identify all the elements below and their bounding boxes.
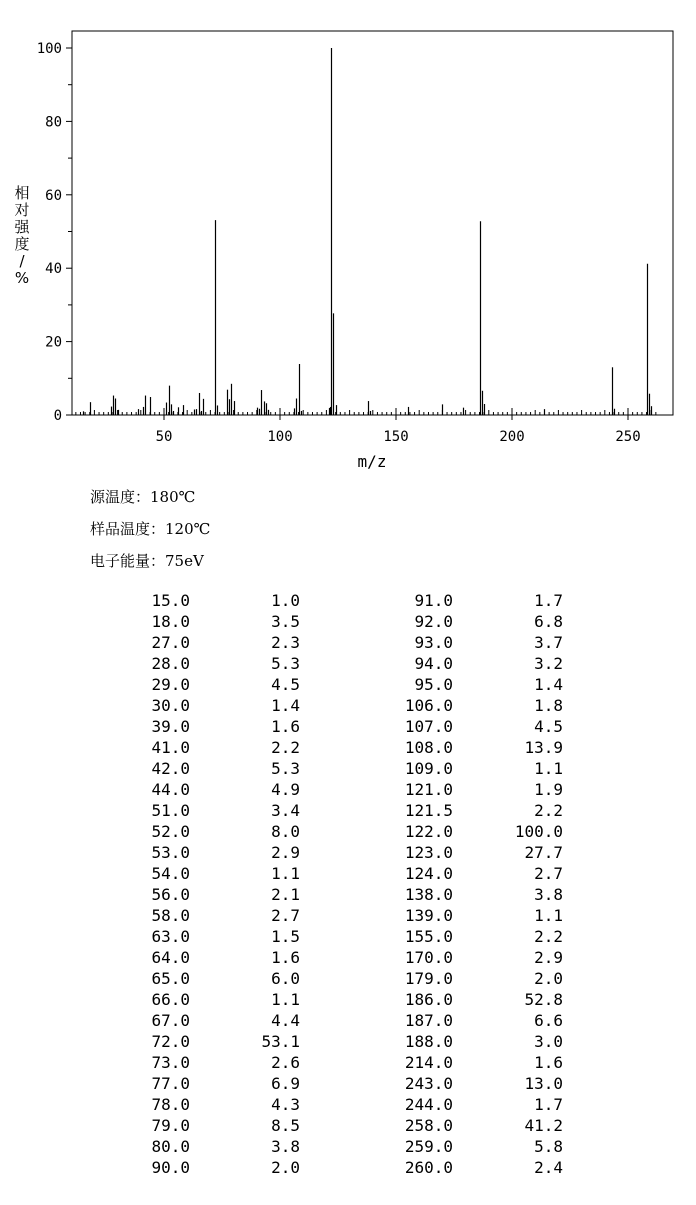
mz-cell: 91.0 — [414, 591, 453, 610]
table-row — [0, 1074, 696, 1095]
mz-cell: 78.0 — [151, 1095, 190, 1114]
intensity-cell: 8.5 — [271, 1116, 300, 1135]
mz-cell: 138.0 — [404, 885, 453, 904]
mz-cell: 106.0 — [404, 696, 453, 715]
mz-cell: 121.0 — [404, 780, 453, 799]
intensity-cell: 1.0 — [271, 591, 300, 610]
table-row — [0, 1032, 696, 1053]
mz-cell: 41.0 — [151, 738, 190, 757]
intensity-cell: 4.5 — [271, 675, 300, 694]
table-row — [0, 864, 696, 885]
mz-cell: 27.0 — [151, 633, 190, 652]
peak-table — [0, 591, 696, 1179]
mz-cell: 170.0 — [404, 948, 453, 967]
mz-cell: 56.0 — [151, 885, 190, 904]
mz-cell: 64.0 — [151, 948, 190, 967]
mz-cell: 259.0 — [404, 1137, 453, 1156]
intensity-cell: 1.6 — [271, 717, 300, 736]
intensity-cell: 2.9 — [534, 948, 563, 967]
mz-cell: 18.0 — [151, 612, 190, 631]
x-tick-label: 250 — [615, 429, 641, 445]
mz-cell: 15.0 — [151, 591, 190, 610]
intensity-cell: 8.0 — [271, 822, 300, 841]
intensity-cell: 1.6 — [271, 948, 300, 967]
mz-cell: 92.0 — [414, 612, 453, 631]
intensity-cell: 1.4 — [271, 696, 300, 715]
intensity-cell: 2.7 — [534, 864, 563, 883]
mz-cell: 58.0 — [151, 906, 190, 925]
mz-cell: 65.0 — [151, 969, 190, 988]
table-row — [0, 927, 696, 948]
table-row — [0, 969, 696, 990]
intensity-cell: 5.3 — [271, 759, 300, 778]
intensity-cell: 5.8 — [534, 1137, 563, 1156]
table-row — [0, 885, 696, 906]
table-row — [0, 990, 696, 1011]
intensity-cell: 1.7 — [534, 591, 563, 610]
intensity-cell: 2.2 — [534, 927, 563, 946]
intensity-cell: 4.9 — [271, 780, 300, 799]
mz-cell: 243.0 — [404, 1074, 453, 1093]
table-row — [0, 948, 696, 969]
mass-spectrum-chart — [0, 0, 696, 480]
mz-cell: 67.0 — [151, 1011, 190, 1030]
intensity-cell: 2.6 — [271, 1053, 300, 1072]
intensity-cell: 2.4 — [534, 1158, 563, 1177]
mz-cell: 72.0 — [151, 1032, 190, 1051]
x-axis-label: m/z — [357, 452, 387, 471]
intensity-cell: 6.6 — [534, 1011, 563, 1030]
table-row — [0, 654, 696, 675]
intensity-cell: 1.8 — [534, 696, 563, 715]
table-row — [0, 675, 696, 696]
table-row — [0, 738, 696, 759]
intensity-cell: 6.9 — [271, 1074, 300, 1093]
intensity-cell: 2.0 — [534, 969, 563, 988]
intensity-cell: 3.5 — [271, 612, 300, 631]
y-tick-label: 100 — [36, 41, 62, 57]
y-tick-label: 40 — [45, 261, 62, 278]
table-row — [0, 1158, 696, 1179]
table-row — [0, 717, 696, 738]
mz-cell: 124.0 — [404, 864, 453, 883]
table-row — [0, 780, 696, 801]
source-temperature: 源温度：180℃ — [90, 488, 196, 506]
intensity-cell: 3.7 — [534, 633, 563, 652]
intensity-cell: 3.4 — [271, 801, 300, 820]
y-axis-ticks — [37, 41, 72, 424]
intensity-cell: 3.0 — [534, 1032, 563, 1051]
mz-cell: 121.5 — [404, 801, 453, 820]
mz-cell: 95.0 — [414, 675, 453, 694]
electron-energy: 电子能量：75eV — [90, 552, 204, 570]
mz-cell: 109.0 — [404, 759, 453, 778]
mz-cell: 73.0 — [151, 1053, 190, 1072]
intensity-cell: 6.0 — [271, 969, 300, 988]
table-row — [0, 906, 696, 927]
intensity-cell: 13.9 — [524, 738, 563, 757]
mz-cell: 39.0 — [151, 717, 190, 736]
table-row — [0, 1053, 696, 1074]
table-row — [0, 1137, 696, 1158]
mz-cell: 44.0 — [151, 780, 190, 799]
mz-cell: 42.0 — [151, 759, 190, 778]
intensity-cell: 1.5 — [271, 927, 300, 946]
intensity-cell: 13.0 — [524, 1074, 563, 1093]
mz-cell: 107.0 — [404, 717, 453, 736]
y-tick-label: 0 — [53, 408, 62, 424]
plot-frame — [72, 31, 673, 415]
mz-cell: 51.0 — [151, 801, 190, 820]
mz-cell: 186.0 — [404, 990, 453, 1009]
mz-cell: 80.0 — [151, 1137, 190, 1156]
intensity-cell: 2.2 — [534, 801, 563, 820]
intensity-cell: 4.4 — [271, 1011, 300, 1030]
intensity-cell: 6.8 — [534, 612, 563, 631]
intensity-cell: 2.9 — [271, 843, 300, 862]
table-row — [0, 759, 696, 780]
mz-cell: 123.0 — [404, 843, 453, 862]
mz-cell: 122.0 — [404, 822, 453, 841]
intensity-cell: 2.7 — [271, 906, 300, 925]
mz-cell: 244.0 — [404, 1095, 453, 1114]
mz-cell: 179.0 — [404, 969, 453, 988]
intensity-cell: 52.8 — [524, 990, 563, 1009]
mz-cell: 77.0 — [151, 1074, 190, 1093]
table-row — [0, 801, 696, 822]
table-row — [0, 1116, 696, 1137]
mz-cell: 187.0 — [404, 1011, 453, 1030]
spectrum-peaks — [84, 48, 652, 415]
intensity-cell: 2.3 — [271, 633, 300, 652]
mz-cell: 28.0 — [151, 654, 190, 673]
x-tick-label: 100 — [267, 429, 293, 445]
mz-cell: 94.0 — [414, 654, 453, 673]
x-tick-label: 50 — [155, 429, 173, 445]
intensity-cell: 1.6 — [534, 1053, 563, 1072]
table-row — [0, 1095, 696, 1116]
x-minor-ticks — [76, 408, 656, 415]
table-row — [0, 696, 696, 717]
intensity-cell: 2.0 — [271, 1158, 300, 1177]
mz-cell: 53.0 — [151, 843, 190, 862]
mz-cell: 188.0 — [404, 1032, 453, 1051]
intensity-cell: 1.7 — [534, 1095, 563, 1114]
mz-cell: 260.0 — [404, 1158, 453, 1177]
mz-cell: 54.0 — [151, 864, 190, 883]
mz-cell: 214.0 — [404, 1053, 453, 1072]
intensity-cell: 53.1 — [261, 1032, 300, 1051]
y-tick-label: 20 — [45, 334, 62, 351]
mz-cell: 52.0 — [151, 822, 190, 841]
intensity-cell: 1.1 — [271, 990, 300, 1009]
x-tick-label: 200 — [499, 429, 525, 445]
mz-cell: 30.0 — [151, 696, 190, 715]
y-tick-label: 80 — [45, 114, 62, 131]
intensity-cell: 1.9 — [534, 780, 563, 799]
intensity-cell: 5.3 — [271, 654, 300, 673]
intensity-cell: 3.8 — [534, 885, 563, 904]
table-row — [0, 591, 696, 612]
mz-cell: 155.0 — [404, 927, 453, 946]
y-tick-label: 60 — [45, 187, 62, 204]
mz-cell: 108.0 — [404, 738, 453, 757]
intensity-cell: 4.3 — [271, 1095, 300, 1114]
intensity-cell: 4.5 — [534, 717, 563, 736]
intensity-cell: 2.2 — [271, 738, 300, 757]
mz-cell: 29.0 — [151, 675, 190, 694]
mz-cell: 139.0 — [404, 906, 453, 925]
mz-cell: 258.0 — [404, 1116, 453, 1135]
intensity-cell: 41.2 — [524, 1116, 563, 1135]
intensity-cell: 100.0 — [514, 822, 563, 841]
mz-cell: 66.0 — [151, 990, 190, 1009]
sample-temperature: 样品温度：120℃ — [90, 520, 211, 538]
intensity-cell: 2.1 — [271, 885, 300, 904]
table-row — [0, 1011, 696, 1032]
intensity-cell: 1.1 — [534, 906, 563, 925]
mz-cell: 63.0 — [151, 927, 190, 946]
table-row — [0, 822, 696, 843]
x-tick-label: 150 — [383, 429, 409, 445]
x-axis-ticks — [156, 415, 641, 445]
intensity-cell: 1.1 — [534, 759, 563, 778]
table-row — [0, 843, 696, 864]
intensity-cell: 1.4 — [534, 675, 563, 694]
table-row — [0, 633, 696, 654]
intensity-cell: 27.7 — [524, 843, 563, 862]
mz-cell: 79.0 — [151, 1116, 190, 1135]
intensity-cell: 3.8 — [271, 1137, 300, 1156]
mz-cell: 90.0 — [151, 1158, 190, 1177]
intensity-cell: 3.2 — [534, 654, 563, 673]
intensity-cell: 1.1 — [271, 864, 300, 883]
mz-cell: 93.0 — [414, 633, 453, 652]
table-row — [0, 612, 696, 633]
y-axis-label: 相对强度/ % — [14, 184, 30, 287]
